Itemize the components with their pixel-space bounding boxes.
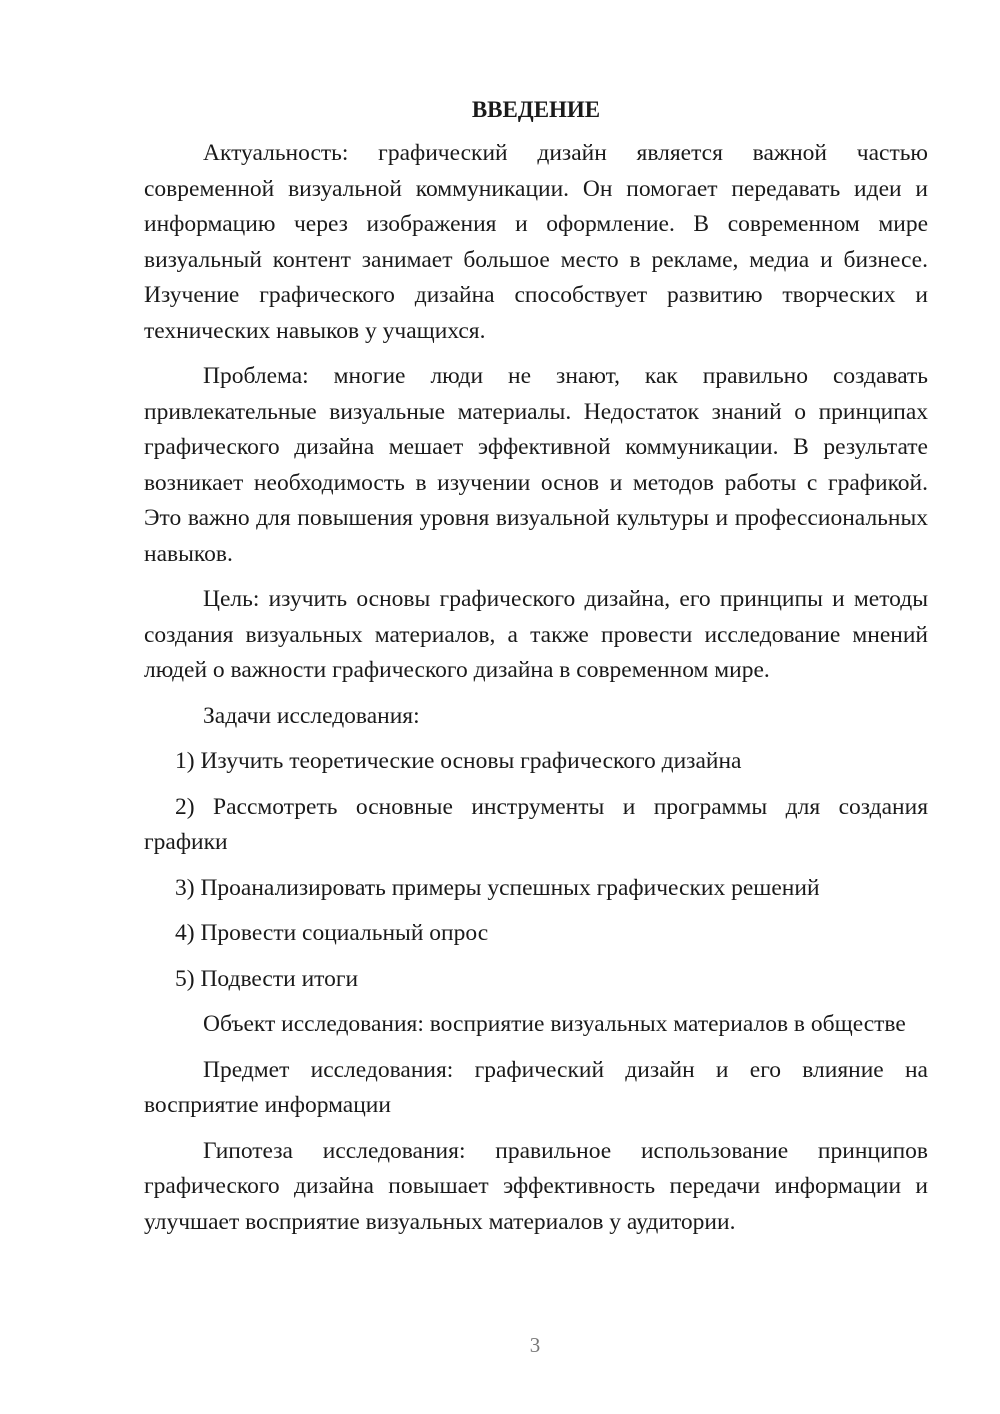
task-item: 5) Подвести итоги <box>175 965 359 992</box>
document-body <box>144 92 928 1250</box>
paragraph-object: Объект исследования: восприятие визуальных материалов в обществе <box>203 1011 906 1037</box>
paragraph-tasks-title: Задачи исследования: <box>203 702 420 729</box>
task-item: 4) Провести социальный опрос <box>175 920 489 946</box>
tasks-list <box>144 744 928 997</box>
paragraph-goal: Цель: изучить основы графического дизайна, его принципы и методы создания визуальных материалов, а также провести исследование мнений людей о важности графического дизайна в современном мире. <box>144 586 928 683</box>
paragraph-relevance: Актуальность: графический дизайн является важной частью современной визуальной коммуникации. Он помогает передавать идеи и информацию через изображения и оформление. В современном мире визуальный контент занимает большое место в рекламе, медиа и бизнесе. Изучение графического дизайна способствует развитию творческих и технических навыков у учащихся. <box>144 140 928 344</box>
page-number: 3 <box>529 1333 541 1357</box>
paragraph-hypothesis: Гипотеза исследования: правильное использование принципов графического дизайна повышает эффективность передачи информации и улучшает восприятие визуальных материалов у аудитории. <box>144 1137 928 1235</box>
task-item: 2) Рассмотреть основные инструменты и программы для создания графики <box>144 793 928 855</box>
paragraph-subject: Предмет исследования: графический дизайн и его влияние на восприятие информации <box>144 1056 928 1118</box>
section-heading: ВВЕДЕНИЕ <box>471 97 601 122</box>
task-item: 3) Проанализировать примеры успешных графических решений <box>175 874 820 901</box>
task-item: 1) Изучить теоретические основы графического дизайна <box>175 748 742 774</box>
paragraph-problem: Проблема: многие люди не знают, как правильно создавать привлекательные визуальные материалы. Недостаток знаний о принципах графического дизайна мешает эффективной коммуникации. В результате возникает необходимость в изучении основ и методов работы с графикой. Это важно для повышения уровня визуальной культуры и профессиональных навыков. <box>144 363 928 567</box>
